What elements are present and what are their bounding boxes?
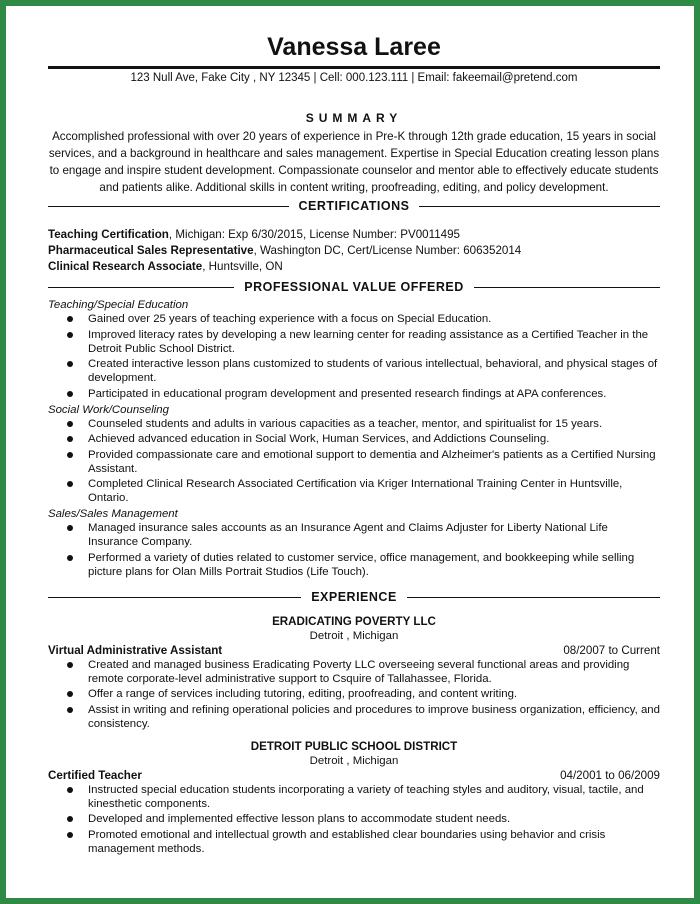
bullet-text: Offer a range of services including tutoring, editing, proofreading, and content writing. [88,688,518,700]
bullet-item [48,448,660,476]
bullet-item [48,812,660,826]
bullet-icon [67,707,73,713]
bullet-icon [67,691,73,697]
bullet-item [48,783,660,811]
job-bullets [48,783,660,856]
bullet-text: Achieved advanced education in Social Work, Human Services, and Addictions Counseling. [88,433,550,445]
bullet-icon [67,481,73,487]
certifications-title: CERTIFICATIONS [298,199,410,213]
bullet-text: Provided compassionate care and emotional support to dementia and Alzheimer's patients as a Certified Nursing Assistant. [88,448,656,475]
bullet-item [48,828,660,856]
bullet-icon [67,452,73,458]
bullet-item [48,387,660,401]
resume-content [48,32,660,857]
certification-item [48,243,660,259]
certification-item [48,259,660,275]
certifications-header [48,198,660,215]
role-row [48,643,660,658]
bullet-item [48,417,660,431]
section-rule [48,597,301,598]
bullet-text: Counseled students and adults in various capacities as a teacher, mentor, and spiritualist for 15 years. [88,417,603,430]
section-rule [419,206,660,207]
bullet-icon [67,555,73,561]
bullet-text: Developed and implemented effective lesson plans to accommodate student needs. [88,813,511,825]
bullet-text: Created interactive lesson plans customized to students of various intellectual, behavioral, and physical stages of development. [88,358,658,384]
employer-name: DETROIT PUBLIC SCHOOL DISTRICT [250,739,458,753]
summary-title: SUMMARY [305,111,403,125]
header-rule [48,66,660,69]
pvo-group-list [48,521,660,579]
bullet-text: Completed Clinical Research Associated Certification via Kriger International Training Center in Huntsville, Ontario. [88,478,623,504]
bullet-icon [67,832,73,838]
employer-name: ERADICATING POVERTY LLC [272,614,436,628]
pvo-group-list [48,417,660,506]
section-rule [407,597,660,598]
certification-detail: , Huntsville, ON [202,260,283,273]
job-bullets [48,658,660,731]
bullet-text: Assist in writing and refining operational policies and procedures to improve business organization, efficiency, and consistency. [88,703,660,730]
bullet-icon [67,816,73,822]
bullet-item [48,477,660,505]
pvo-group-list [48,312,660,401]
job-dates: 04/2001 to 06/2009 [560,768,660,782]
bullet-text: Improved literacy rates by developing a new learning center for reading assistance as a Certified Teacher in the Detroit Public School District. [88,328,649,355]
pvo-group-heading: Teaching/Special Education [48,299,189,311]
employer-location: Detroit , Michigan [309,629,399,642]
pvo-group-heading: Social Work/Counseling [48,403,169,416]
bullet-item [48,687,660,701]
job-title: Certified Teacher [48,768,142,782]
pvo-title: PROFESSIONAL VALUE OFFERED [244,280,464,294]
bullet-text: Participated in educational program development and presented research findings at APA conferences. [88,387,607,400]
employer-location: Detroit , Michigan [309,754,399,767]
bullet-icon [67,662,73,668]
bullet-text: Promoted emotional and intellectual growth and established clear boundaries using behavior and crisis management methods. [88,828,606,855]
experience-header [48,589,660,606]
section-rule [48,287,234,288]
bullet-icon [67,361,73,367]
job-title: Virtual Administrative Assistant [48,643,223,657]
bullet-item [48,703,660,731]
role-row [48,768,660,783]
bullet-item [48,312,660,326]
bullet-icon [67,787,73,793]
summary-text: Accomplished professional with over 20 years of experience in Pre-K through 12th grade education, 15 years in social services, and a background in healthcare and sales management. Expertise in Special Education creating lesson plans to engage and inspire student development. Compassionate counselor and mentor able to effectively educate students and patients alike. Additional skills in content writing, proofreading, editing, and policy development. [48,130,660,194]
pvo-group-heading: Sales/Sales Management [48,508,178,520]
bullet-icon [67,391,73,397]
experience-title: EXPERIENCE [311,589,397,604]
bullet-item [48,328,660,356]
bullet-icon [67,316,73,322]
bullet-text: Gained over 25 years of teaching experience with a focus on Special Education. [88,313,492,325]
bullet-icon [67,525,73,531]
certifications-list [48,227,660,275]
bullet-icon [67,436,73,442]
bullet-text: Instructed special education students incorporating a variety of teaching styles and auditory, visual, tactile, and kinesthetic components. [88,783,644,810]
candidate-name: Vanessa Laree [267,33,441,61]
bullet-text: Performed a variety of duties related to customer service, office management, and bookkeeping while selling picture plans for Olan Mills Portrait Studios (Life Touch). [88,551,635,578]
bullet-item [48,551,660,579]
bullet-item [48,658,660,686]
contact-line: 123 Null Ave, Fake City , NY 12345 | Cell: 000.123.111 | Email: fakeemail@pretend.com [130,72,578,84]
certification-detail: , Michigan: Exp 6/30/2015, License Number: PV0011495 [168,228,460,241]
certification-name: Clinical Research Associate [48,260,203,273]
bullet-item [48,357,660,385]
section-rule [474,287,660,288]
certification-name: Teaching Certification [48,228,169,241]
section-rule [48,206,289,207]
certification-detail: , Washington DC, Cert/License Number: 606352014 [253,244,522,257]
bullet-icon [67,332,73,338]
bullet-text: Created and managed business Eradicating Poverty LLC overseeing several functional areas and providing remote corporate-level administrative support to Csquire of Tallahassee, Florida. [88,658,630,685]
bullet-item [48,521,660,549]
job-dates: 08/2007 to Current [563,643,660,657]
bullet-item [48,432,660,446]
bullet-text: Managed insurance sales accounts as an Insurance Agent and Claims Adjuster for Liberty National Life Insurance Company. [88,522,608,548]
pvo-header [48,279,660,296]
bullet-icon [67,421,73,427]
resume-page [6,6,694,898]
certification-item [48,227,660,243]
certification-name: Pharmaceutical Sales Representative [48,244,254,257]
